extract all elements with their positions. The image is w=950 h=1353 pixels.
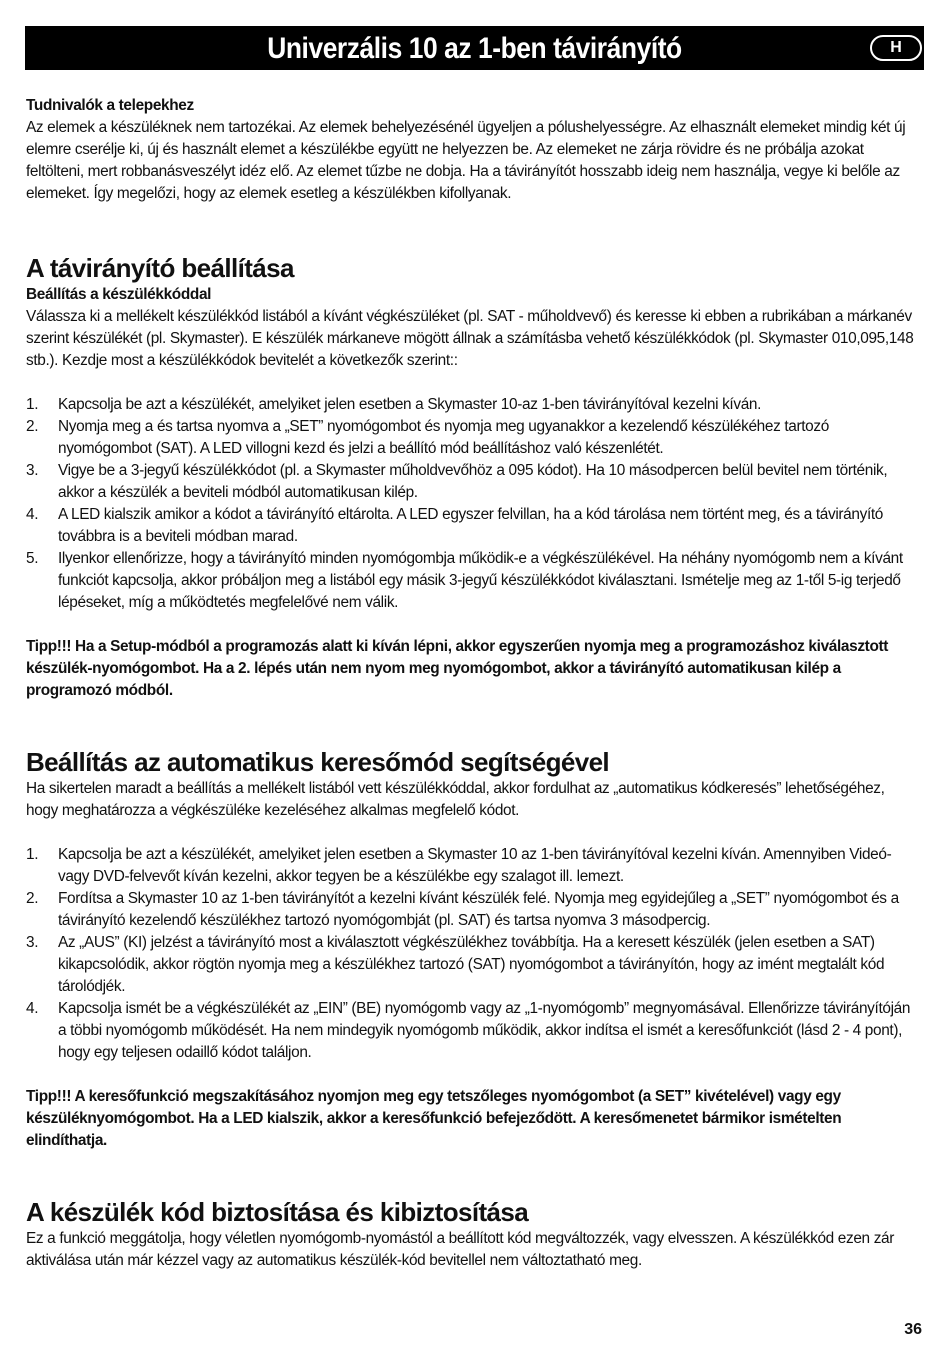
autosearch-intro: Ha sikertelen maradt a beállítás a mellékelt listából vett készülékkóddal, akkor fordulhat az „automatikus kódkeresés” lehetőségéhez, hogy meghatározza a végkészüléke kezeléséhez alkalmas megfelelő kódot. [26, 780, 885, 819]
battery-heading: Tudnivalók a telepekhez [26, 97, 194, 114]
list-item [26, 888, 916, 932]
step-number: 4. [26, 506, 39, 523]
autosearch-title: Beállítás az automatikus keresőmód segítségével [26, 747, 610, 777]
page-number: 36 [904, 1321, 922, 1338]
setup-intro: Válassza ki a mellékelt készülékkód listából a kívánt végkészüléket (pl. SAT - műholdvevő) és keresse ki ebben a rubrikában a márkanév szerint készülékét (pl. Skymaster). E készülék márkaneve mögött állnak a számításba vehető készülékkódok (pl. Skymaster 010,095,148 stb.). Kezdje most a készülékkódok bevitelét a következők szerint:: [26, 308, 914, 369]
list-item [26, 394, 916, 416]
step-text: Az „AUS” (KI) jelzést a távirányító most a kiválasztott végkészülékhez továbbítja. Ha a keresett készülék (jelen esetben a SAT) kikapcsolódik, akkor rögtön nyomja meg a készülékhez tartozó (SAT) nyomógombot a távirányítón, hogy az imént megtalált kód tárolódjék. [58, 934, 885, 995]
step-number: 1. [26, 396, 39, 413]
list-item [26, 844, 916, 888]
document-body [26, 95, 916, 1272]
lock-text: Ez a funkció meggátolja, hogy véletlen nyomógomb-nyomástól a beállított kód megváltozzék, vagy elvesszen. A készülékkód ezen zár aktiválása után már kézzel vagy az automatikus készülék-kód bevitellel nem változtatható meg. [26, 1230, 895, 1269]
setup-title: A távirányító beállítása [26, 253, 294, 283]
step-text: Fordítsa a Skymaster 10 az 1-ben távirányítót a kezelni kívánt készülék felé. Nyomja meg egyidejűleg a „SET” nyomógombot és a távirányító kezelendő készülékhez tartozó nyomógombját (pl. SAT) és tartsa nyomva 3 másodpercig. [58, 890, 899, 929]
step-number: 5. [26, 550, 39, 567]
list-item [26, 504, 916, 548]
list-item [26, 998, 916, 1064]
step-text: Kapcsolja ismét be a végkészülékét az „EIN” (BE) nyomógomb vagy az „1-nyomógomb” megnyomásával. Ellenőrizze távirányítóján a többi nyomógomb működését. Ha nem mindegyik nyomógomb működik, akkor indítsa el ismét a keresőfunkciót (lásd 2 - 4 pont), hogy egy teljesen odaillő kódot találjon. [58, 1000, 911, 1061]
step-text: A LED kialszik amikor a kódot a távirányító eltárolta. A LED egyszer felvillan, ha a kód tárolása nem történt meg, és a távirányító továbbra is a beviteli módban marad. [58, 506, 884, 545]
page-title: Univerzális 10 az 1-ben távirányító [267, 32, 682, 65]
step-text: Vigye be a 3-jegyű készülékkódot (pl. a Skymaster műholdvevőhöz a 095 kódot). Ha 10 másodpercen belül bevitel nem történik, akkor a készülék a beviteli módból automatikusan kilép. [58, 462, 888, 501]
autosearch-steps [26, 844, 916, 1064]
step-number: 3. [26, 462, 39, 479]
language-badge: H [870, 35, 922, 61]
list-item [26, 460, 916, 504]
step-number: 3. [26, 934, 39, 951]
step-number: 4. [26, 1000, 39, 1017]
list-item [26, 548, 916, 614]
lock-section [26, 1196, 916, 1272]
step-text: Ilyenkor ellenőrizze, hogy a távirányító minden nyomógombja működik-e a végkészülékével. Ha néhány nyomógomb nem a kívánt funkciót kapcsolja, akkor próbáljon meg a listából egy másik 3-jegyű készülékkódot kiválasztani. Ismételje meg az 1-től 5-ig terjedő lépéseket, míg a működtetés megfelelővé nem válik. [58, 550, 903, 611]
setup-tip: Tipp!!! Ha a Setup-módból a programozás alatt ki kíván lépni, akkor egyszerűen nyomja meg a programozáshoz kiválasztott készülék-nyomógombot. Ha a 2. lépés után nem nyom meg nyomógombot, akkor a távirányító automatikusan kilép a programozó módból. [26, 638, 889, 699]
setup-section [26, 252, 916, 702]
list-item [26, 932, 916, 998]
autosearch-section [26, 746, 916, 1152]
lock-title: A készülék kód biztosítása és kibiztosítása [26, 1197, 529, 1227]
step-text: Kapcsolja be azt a készülékét, amelyiket jelen esetben a Skymaster 10-az 1-ben távirányítóval kezelni kíván. [58, 396, 762, 413]
step-number: 1. [26, 846, 39, 863]
setup-subtitle: Beállítás a készülékkóddal [26, 286, 212, 303]
header-bar [25, 26, 924, 70]
battery-section [26, 95, 916, 205]
step-number: 2. [26, 890, 39, 907]
list-item [26, 416, 916, 460]
step-text: Nyomja meg a és tartsa nyomva a „SET” nyomógombot és nyomja meg ugyanakkor a kezelendő készülékéhez tartozó nyomógombot (SAT). A LED villogni kezd és jelzi a beállító mód beállításhoz való készenlétét. [58, 418, 829, 457]
autosearch-tip: Tipp!!! A keresőfunkció megszakításához nyomjon meg egy tetszőleges nyomógombot (a SET” kivételével) vagy egy készüléknyomógombot. Ha a LED kialszik, akkor a keresőfunkció befejeződött. A keresőmenetet bármikor ismételten elindíthatja. [26, 1088, 842, 1149]
step-text: Kapcsolja be azt a készülékét, amelyiket jelen esetben a Skymaster 10 az 1-ben távirányítóval kezelni kíván. Amennyiben Videó- vagy DVD-felvevőt kíván kezelni, akkor tegyen be a készülékbe egy szalagot ill. lemezt. [58, 846, 892, 885]
step-number: 2. [26, 418, 39, 435]
battery-text: Az elemek a készüléknek nem tartozékai. Az elemek behelyezésénél ügyeljen a pólushelyességre. Az elhasznált elemeket mindig két új elemre cserélje ki, új és használt elemet a készülékbe együtt ne helyezzen be. Az elemeket ne zárja rövidre és ne próbálja azokat feltölteni, mert robbanásveszélyt idéz elő. Az elemet tűzbe ne dobja. Ha a távirányítót hosszabb ideig nem használja, vegye ki belőle az elemeket. Így megelőzi, hogy az elemek esetleg a készülékben kifollyanak. [26, 119, 906, 202]
setup-steps [26, 394, 916, 614]
